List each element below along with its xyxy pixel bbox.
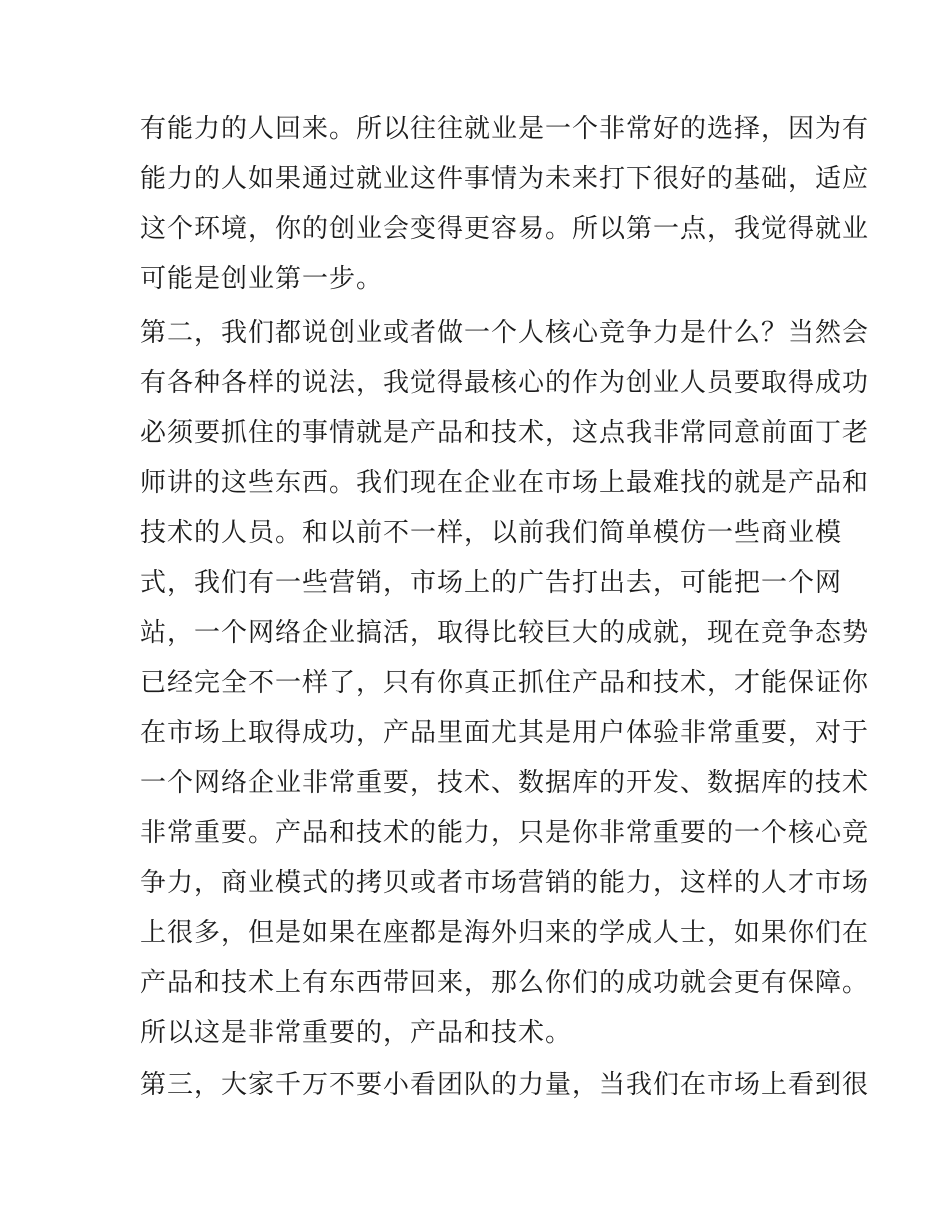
text-line: 在市场上取得成功，产品里面尤其是用户体验非常重要，对于 <box>140 718 870 748</box>
text-line: 可能是创业第一步。 <box>140 264 384 294</box>
text-line: 非常重要。产品和技术的能力，只是你非常重要的一个核心竞 <box>140 818 870 848</box>
text-line: 所以这是非常重要的，产品和技术。 <box>140 1018 573 1048</box>
text-line: 师讲的这些东西。我们现在企业在市场上最难找的就是产品和 <box>140 468 870 498</box>
text-line: 产品和技术上有东西带回来，那么你们的成功就会更有保障。 <box>140 968 870 998</box>
text-line: 站，一个网络企业搞活，取得比较巨大的成就，现在竞争态势 <box>140 618 870 648</box>
text-line: 有各种各样的说法，我觉得最核心的作为创业人员要取得成功 <box>140 368 870 398</box>
text-line: 一个网络企业非常重要，技术、数据库的开发、数据库的技术 <box>140 768 870 798</box>
text-line: 这个环境，你的创业会变得更容易。所以第一点，我觉得就业 <box>140 214 870 244</box>
text-line: 上很多，但是如果在座都是海外归来的学成人士，如果你们在 <box>140 918 870 948</box>
text-line: 必须要抓住的事情就是产品和技术，这点我非常同意前面丁老 <box>140 418 870 448</box>
text-line: 式，我们有一些营销，市场上的广告打出去，可能把一个网 <box>140 568 843 598</box>
text-line: 能力的人如果通过就业这件事情为未来打下很好的基础，适应 <box>140 164 870 194</box>
text-line: 有能力的人回来。所以往往就业是一个非常好的选择，因为有 <box>140 114 870 144</box>
text-line: 争力，商业模式的拷贝或者市场营销的能力，这样的人才市场 <box>140 868 870 898</box>
text-line: 技术的人员。和以前不一样，以前我们简单模仿一些商业模 <box>140 518 843 548</box>
text-line: 第二，我们都说创业或者做一个人核心竞争力是什么？当然会 <box>140 318 870 348</box>
text-line: 已经完全不一样了，只有你真正抓住产品和技术，才能保证你 <box>140 668 870 698</box>
text-line: 第三，大家千万不要小看团队的力量，当我们在市场上看到很 <box>140 1070 870 1100</box>
